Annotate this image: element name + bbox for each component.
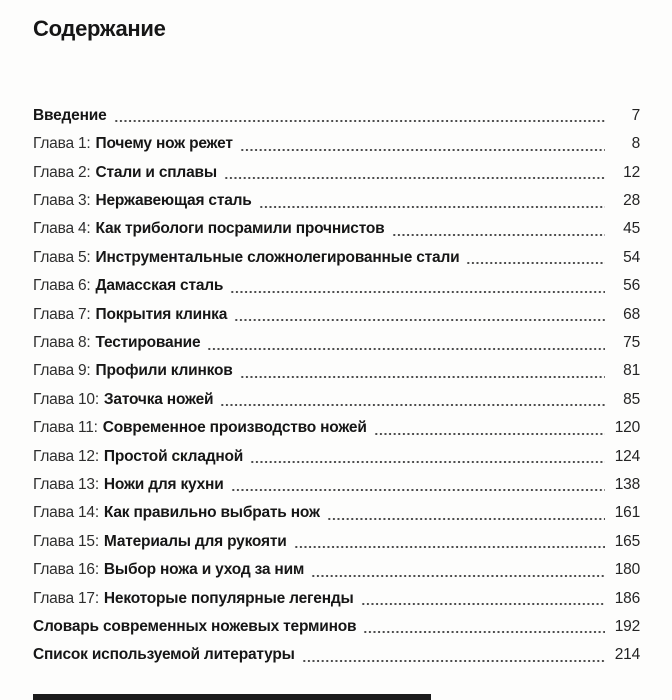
toc-entry bbox=[33, 497, 640, 525]
dot-leader bbox=[240, 374, 605, 379]
dot-leader bbox=[302, 658, 605, 663]
toc-entry-page: 56 bbox=[623, 277, 640, 295]
toc-entry bbox=[33, 384, 640, 412]
toc-entry-page: 54 bbox=[623, 248, 640, 266]
toc-entry-title: Как трибологи посрамили прочнистов bbox=[95, 220, 385, 238]
toc-entry-title: Тестирование bbox=[95, 334, 201, 352]
toc-entry bbox=[33, 526, 640, 554]
toc-entry-page: 138 bbox=[614, 475, 640, 493]
toc-entry bbox=[33, 356, 640, 384]
toc-entry-prefix: Глава 4: bbox=[33, 220, 91, 238]
dot-leader bbox=[311, 573, 605, 578]
toc-entry-title: Простой складной bbox=[103, 447, 244, 465]
toc-entry-page: 161 bbox=[614, 504, 640, 522]
dot-leader bbox=[392, 232, 605, 237]
toc-entry-prefix: Глава 14: bbox=[33, 504, 99, 522]
toc-entry-title: Нержавеющая сталь bbox=[95, 192, 252, 210]
toc-entry-prefix: Глава 8: bbox=[33, 334, 91, 352]
dot-leader bbox=[207, 346, 605, 351]
toc-entry bbox=[33, 639, 640, 667]
toc-entry bbox=[33, 583, 640, 611]
toc-entry-page: 75 bbox=[623, 334, 640, 352]
toc-entry-prefix: Глава 15: bbox=[33, 532, 99, 550]
toc-entry-title: Современное производство ножей bbox=[102, 419, 367, 437]
toc-entry-prefix: Глава 6: bbox=[33, 277, 91, 295]
toc-entry bbox=[33, 242, 640, 270]
dot-leader bbox=[224, 175, 605, 180]
toc-entry-prefix: Глава 12: bbox=[33, 447, 99, 465]
toc-entry bbox=[33, 270, 640, 298]
toc-entry bbox=[33, 185, 640, 213]
toc-entry bbox=[33, 412, 640, 440]
toc-entry-page: 28 bbox=[623, 192, 640, 210]
dot-leader bbox=[374, 431, 605, 436]
toc-entry bbox=[33, 441, 640, 469]
toc-entry-prefix: Глава 9: bbox=[33, 362, 91, 380]
dot-leader bbox=[230, 289, 605, 294]
page-title: Содержание bbox=[33, 16, 166, 41]
toc-entry-title: Материалы для рукояти bbox=[103, 532, 287, 550]
toc-entry-page: 124 bbox=[614, 447, 640, 465]
toc-entry-page: 7 bbox=[631, 106, 640, 124]
dot-leader bbox=[259, 204, 605, 209]
toc-entry-title: Некоторые популярные легенды bbox=[103, 589, 354, 607]
toc-entry-title: Выбор ножа и уход за ним bbox=[103, 561, 305, 579]
dot-leader bbox=[294, 544, 605, 549]
toc-entry-page: 12 bbox=[623, 163, 640, 181]
dot-leader bbox=[466, 260, 605, 265]
toc-entry bbox=[33, 299, 640, 327]
toc-entry-title: Профили клинков bbox=[95, 362, 233, 380]
toc-entry-page: 192 bbox=[614, 617, 640, 635]
toc-entry bbox=[33, 214, 640, 242]
toc-entry-prefix: Глава 10: bbox=[33, 390, 99, 408]
toc-entry-title: Покрытия клинка bbox=[95, 305, 228, 323]
dot-leader bbox=[327, 516, 605, 521]
toc-entry-page: 8 bbox=[631, 135, 640, 153]
toc-entry-page: 81 bbox=[623, 362, 640, 380]
toc-entry bbox=[33, 327, 640, 355]
dot-leader bbox=[363, 629, 605, 634]
toc-entry bbox=[33, 128, 640, 156]
toc-entry bbox=[33, 611, 640, 639]
toc-entry-title: Дамасская сталь bbox=[95, 277, 224, 295]
toc-entry bbox=[33, 157, 640, 185]
toc-entry-title: Ножи для кухни bbox=[103, 475, 224, 493]
toc-list bbox=[33, 100, 640, 668]
toc-entry-title: Список используемой литературы bbox=[33, 646, 295, 664]
bottom-crop-bar bbox=[33, 694, 431, 700]
toc-entry-prefix: Глава 7: bbox=[33, 305, 91, 323]
toc-entry-title: Стали и сплавы bbox=[95, 163, 217, 181]
toc-entry-page: 180 bbox=[614, 561, 640, 579]
toc-entry-prefix: Глава 11: bbox=[33, 419, 98, 437]
toc-entry bbox=[33, 100, 640, 128]
toc-entry-title: Как правильно выбрать нож bbox=[103, 504, 320, 522]
dot-leader bbox=[231, 487, 605, 492]
toc-entry-prefix: Глава 13: bbox=[33, 475, 99, 493]
toc-entry-prefix: Глава 5: bbox=[33, 248, 91, 266]
toc-entry bbox=[33, 469, 640, 497]
toc-entry-title: Почему нож режет bbox=[95, 135, 233, 153]
toc-entry-page: 85 bbox=[623, 390, 640, 408]
toc-entry-page: 120 bbox=[614, 419, 640, 437]
toc-entry-page: 45 bbox=[623, 220, 640, 238]
toc-entry-title: Введение bbox=[33, 106, 107, 124]
dot-leader bbox=[114, 118, 605, 123]
toc-entry-prefix: Глава 17: bbox=[33, 589, 99, 607]
toc-entry-prefix: Глава 16: bbox=[33, 561, 99, 579]
toc-entry-prefix: Глава 1: bbox=[33, 135, 91, 153]
toc-entry-title: Словарь современных ножевых терминов bbox=[33, 617, 357, 635]
toc-entry-page: 165 bbox=[614, 532, 640, 550]
toc-entry-page: 68 bbox=[623, 305, 640, 323]
toc-entry-prefix: Глава 3: bbox=[33, 192, 91, 210]
toc-entry-title: Заточка ножей bbox=[103, 390, 214, 408]
toc-entry-title: Инструментальные сложнолегированные стали bbox=[95, 248, 460, 266]
dot-leader bbox=[220, 402, 605, 407]
toc-entry bbox=[33, 554, 640, 582]
toc-entry-prefix: Глава 2: bbox=[33, 163, 91, 181]
dot-leader bbox=[361, 601, 605, 606]
toc-entry-page: 214 bbox=[614, 646, 640, 664]
dot-leader bbox=[250, 459, 605, 464]
dot-leader bbox=[234, 317, 605, 322]
dot-leader bbox=[240, 147, 605, 152]
toc-entry-page: 186 bbox=[614, 589, 640, 607]
